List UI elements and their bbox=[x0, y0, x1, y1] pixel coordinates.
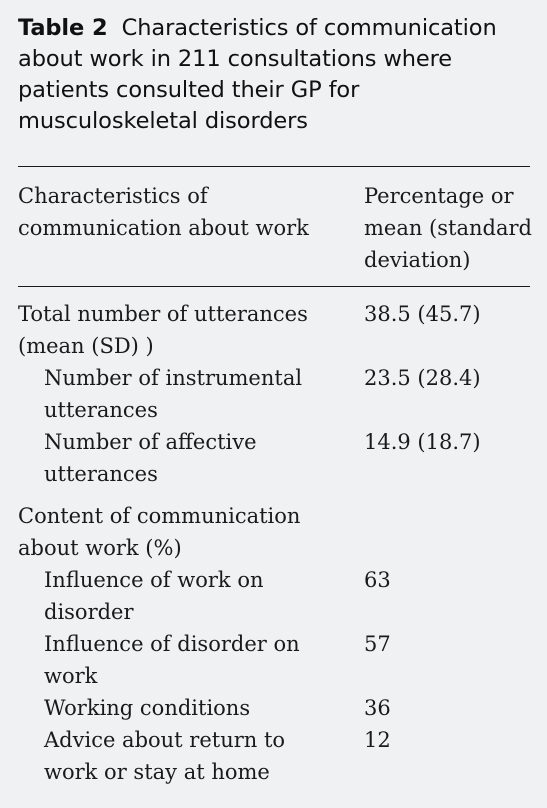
row-label: Advice about return to work or stay at home bbox=[44, 728, 286, 784]
row-label: Content of communication about work (%) bbox=[18, 504, 301, 560]
row-value: 36 bbox=[364, 696, 391, 720]
table-title: Characteristics of communication about work in 211 consultations where patients consulted their GP for musculoskeletal disorders bbox=[18, 15, 497, 134]
row-label: Working conditions bbox=[44, 696, 251, 720]
row-label: Number of affective utterances bbox=[44, 430, 257, 486]
row-label: Influence of work on disorder bbox=[44, 568, 264, 624]
row-label: Number of instrumental utterances bbox=[44, 366, 303, 422]
header-rule bbox=[18, 286, 530, 287]
table-row-affective-utterances bbox=[18, 426, 538, 490]
table-row-work-on-disorder bbox=[18, 564, 538, 628]
row-label: Total number of utterances (mean (SD) ) bbox=[18, 302, 308, 358]
table-caption bbox=[18, 13, 538, 137]
table-body bbox=[18, 298, 538, 788]
top-rule bbox=[18, 166, 530, 167]
table-row-return-advice bbox=[18, 724, 538, 788]
table-row-disorder-on-work bbox=[18, 628, 538, 692]
row-value: 63 bbox=[364, 568, 391, 592]
row-value: 57 bbox=[364, 632, 391, 656]
table-row-working-conditions bbox=[18, 692, 538, 724]
section-spacer bbox=[18, 490, 538, 500]
table-row-content-heading bbox=[18, 500, 538, 564]
row-value: 12 bbox=[364, 728, 391, 752]
row-value: 38.5 (45.7) bbox=[364, 302, 481, 326]
table-row-total-utterances bbox=[18, 298, 538, 362]
table-row-instrumental-utterances bbox=[18, 362, 538, 426]
column-header-value: Percentage or mean (standard deviation) bbox=[364, 184, 532, 272]
row-value: 23.5 (28.4) bbox=[364, 366, 481, 390]
row-label: Influence of disorder on work bbox=[44, 632, 300, 688]
column-header-characteristics: Characteristics of communication about work bbox=[18, 184, 309, 240]
table-label: Table 2 bbox=[18, 15, 108, 41]
row-value: 14.9 (18.7) bbox=[364, 430, 481, 454]
